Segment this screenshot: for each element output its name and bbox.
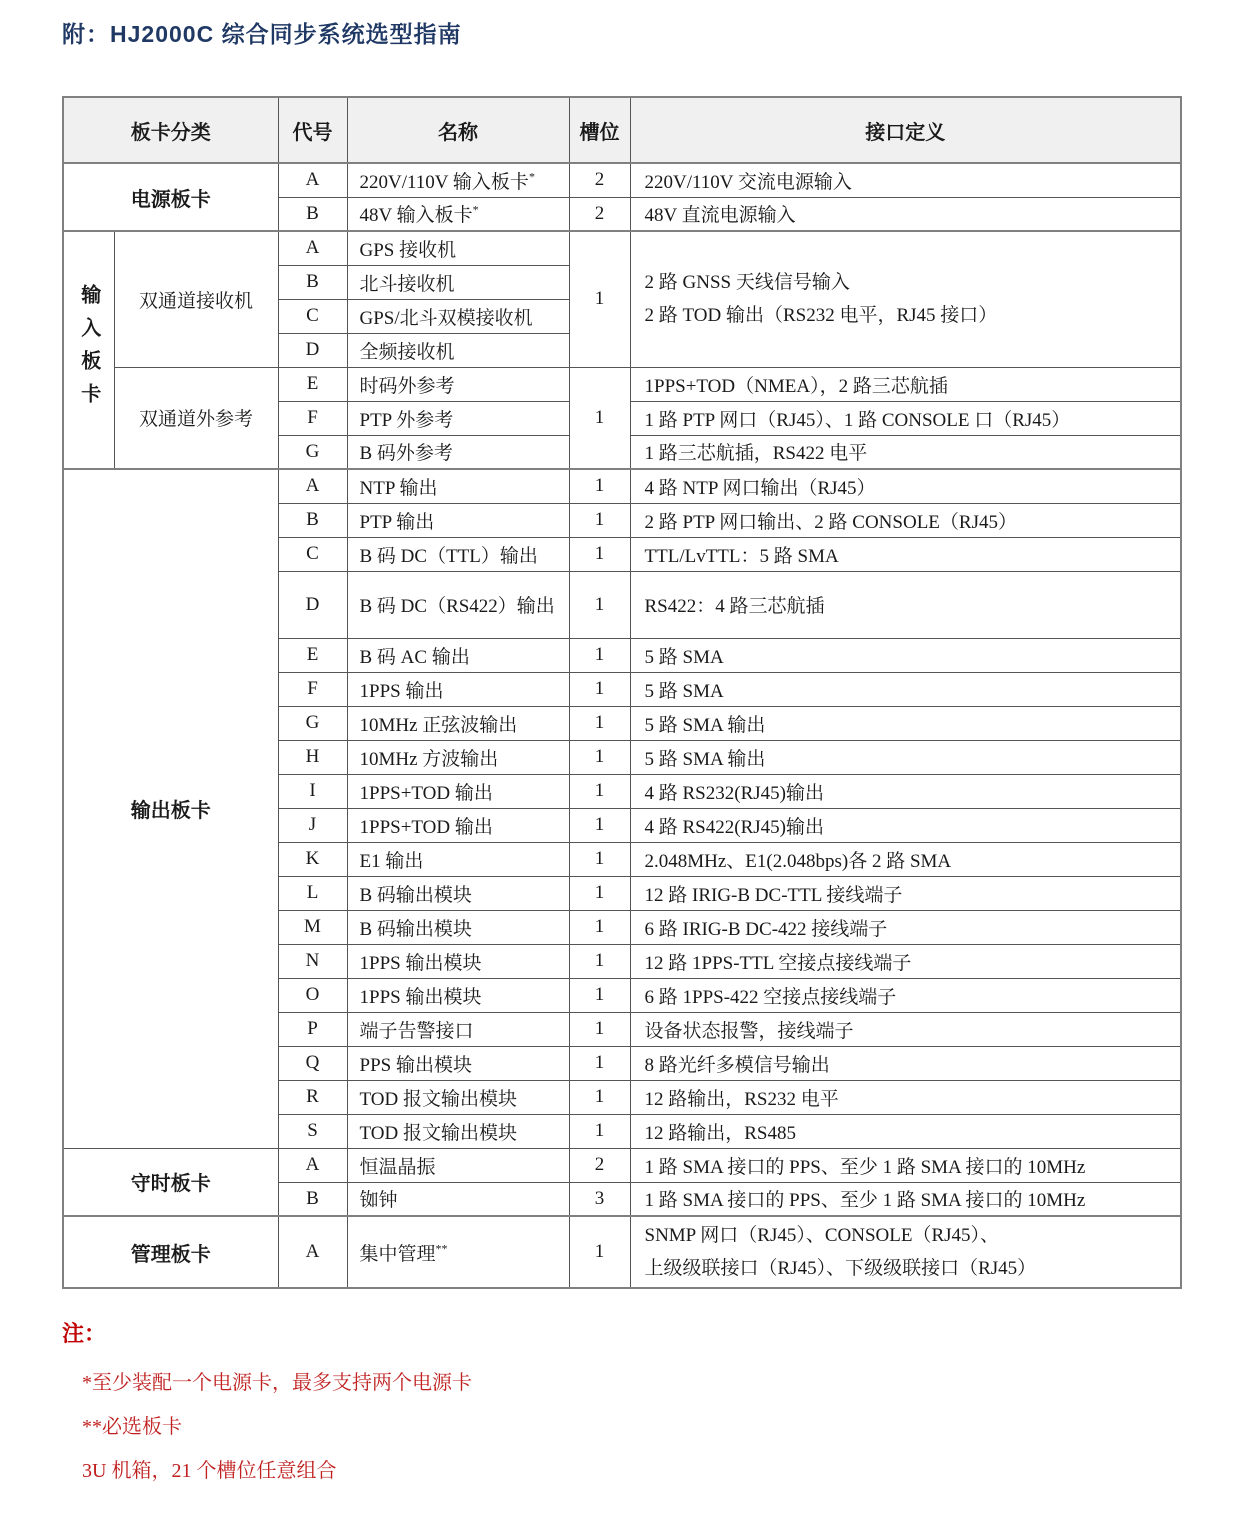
interface-cell: 12 路输出，RS485 [630, 1114, 1181, 1148]
code-cell: R [278, 1080, 347, 1114]
footnote-marker: ** [435, 1241, 448, 1256]
code-cell: A [278, 1148, 347, 1182]
name-cell: 1PPS 输出模块 [347, 944, 569, 978]
slot-cell: 1 [569, 944, 630, 978]
note-item: 3U 机箱，21 个槽位任意组合 [82, 1460, 337, 1482]
code-cell: A [278, 163, 347, 197]
code-cell: E [278, 367, 347, 401]
name-cell: 铷钟 [347, 1182, 569, 1216]
interface-cell: 4 路 RS232(RJ45)输出 [630, 774, 1181, 808]
section-label-input: 输入板卡 [63, 231, 114, 469]
interface-cell: 1 路 SMA 接口的 PPS、至少 1 路 SMA 接口的 10MHz [630, 1182, 1181, 1216]
col-header-interface: 接口定义 [630, 97, 1181, 163]
sub-label-external-ref: 双通道外参考 [114, 367, 278, 469]
interface-cell: 5 路 SMA 输出 [630, 706, 1181, 740]
name-cell: B 码 DC（TTL）输出 [347, 537, 569, 571]
code-cell: B [278, 503, 347, 537]
code-cell: C [278, 537, 347, 571]
section-label-power: 电源板卡 [63, 163, 278, 231]
note-item: *至少装配一个电源卡，最多支持两个电源卡 [82, 1372, 472, 1394]
name-cell: 1PPS 输出 [347, 672, 569, 706]
table-header-row [63, 97, 1181, 163]
interface-cell: 1 路三芯航插，RS422 电平 [630, 435, 1181, 469]
code-cell: G [278, 706, 347, 740]
slot-cell: 1 [569, 1046, 630, 1080]
code-cell: S [278, 1114, 347, 1148]
slot-cell: 1 [569, 638, 630, 672]
slot-cell: 1 [569, 571, 630, 638]
interface-cell: 2.048MHz、E1(2.048bps)各 2 路 SMA [630, 842, 1181, 876]
code-cell: A [278, 1216, 347, 1288]
code-cell: K [278, 842, 347, 876]
slot-cell: 1 [569, 808, 630, 842]
table-row [63, 1148, 1181, 1182]
footnote-marker: * [528, 169, 535, 184]
slot-cell: 1 [569, 537, 630, 571]
slot-cell: 1 [569, 842, 630, 876]
code-cell: H [278, 740, 347, 774]
interface-cell: 12 路输出，RS232 电平 [630, 1080, 1181, 1114]
table-row [63, 1216, 1181, 1288]
code-cell: D [278, 333, 347, 367]
name-cell: 1PPS 输出模块 [347, 978, 569, 1012]
code-cell: A [278, 231, 347, 265]
interface-cell: 48V 直流电源输入 [630, 197, 1181, 231]
name-cell: 全频接收机 [347, 333, 569, 367]
interface-cell: SNMP 网口（RJ45）、CONSOLE（RJ45）、 上级级联接口（RJ45）、下级级联接口（RJ45） [630, 1216, 1181, 1288]
table-row [63, 367, 1181, 401]
interface-cell: RS422：4 路三芯航插 [630, 571, 1181, 638]
name-cell: 时码外参考 [347, 367, 569, 401]
name-cell: 10MHz 正弦波输出 [347, 706, 569, 740]
notes-heading: 注： [62, 1321, 107, 1346]
code-cell: B [278, 265, 347, 299]
name-cell: PTP 外参考 [347, 401, 569, 435]
code-cell: L [278, 876, 347, 910]
name-cell: GPS 接收机 [347, 231, 569, 265]
sub-label-receiver: 双通道接收机 [114, 231, 278, 367]
interface-cell: 1 路 PTP 网口（RJ45）、1 路 CONSOLE 口（RJ45） [630, 401, 1181, 435]
name-cell: 恒温晶振 [347, 1148, 569, 1182]
name-cell: 10MHz 方波输出 [347, 740, 569, 774]
slot-cell: 1 [569, 706, 630, 740]
slot-cell: 1 [569, 876, 630, 910]
name-cell: 1PPS+TOD 输出 [347, 774, 569, 808]
name-cell: B 码外参考 [347, 435, 569, 469]
name-cell: 220V/110V 输入板卡* [347, 163, 569, 197]
slot-cell: 1 [569, 740, 630, 774]
code-cell: I [278, 774, 347, 808]
section-label-timekeeping: 守时板卡 [63, 1148, 278, 1216]
slot-cell: 1 [569, 672, 630, 706]
slot-cell: 1 [569, 367, 630, 469]
name-cell: B 码输出模块 [347, 910, 569, 944]
interface-cell: 4 路 RS422(RJ45)输出 [630, 808, 1181, 842]
slot-cell: 1 [569, 1114, 630, 1148]
notes-section [62, 1317, 1182, 1486]
code-cell: O [278, 978, 347, 1012]
name-cell: 48V 输入板卡* [347, 197, 569, 231]
col-header-slot: 槽位 [569, 97, 630, 163]
code-cell: J [278, 808, 347, 842]
col-header-category: 板卡分类 [63, 97, 278, 163]
name-cell: B 码输出模块 [347, 876, 569, 910]
code-cell: F [278, 672, 347, 706]
interface-cell: 12 路 IRIG-B DC-TTL 接线端子 [630, 876, 1181, 910]
interface-cell: 5 路 SMA [630, 638, 1181, 672]
code-cell: C [278, 299, 347, 333]
name-cell: PPS 输出模块 [347, 1046, 569, 1080]
interface-cell: 220V/110V 交流电源输入 [630, 163, 1181, 197]
interface-cell: 8 路光纤多模信号输出 [630, 1046, 1181, 1080]
interface-cell: 1PPS+TOD（NMEA），2 路三芯航插 [630, 367, 1181, 401]
col-header-name: 名称 [347, 97, 569, 163]
interface-cell: 6 路 IRIG-B DC-422 接线端子 [630, 910, 1181, 944]
name-cell: 北斗接收机 [347, 265, 569, 299]
table-row [63, 469, 1181, 503]
interface-cell: 1 路 SMA 接口的 PPS、至少 1 路 SMA 接口的 10MHz [630, 1148, 1181, 1182]
slot-cell: 2 [569, 1148, 630, 1182]
selection-guide-table [62, 96, 1182, 1289]
name-cell: B 码 AC 输出 [347, 638, 569, 672]
interface-cell: 5 路 SMA [630, 672, 1181, 706]
code-cell: E [278, 638, 347, 672]
slot-cell: 1 [569, 1012, 630, 1046]
slot-cell: 2 [569, 197, 630, 231]
code-cell: P [278, 1012, 347, 1046]
table-row [63, 231, 1181, 265]
code-cell: N [278, 944, 347, 978]
name-cell: NTP 输出 [347, 469, 569, 503]
slot-cell: 1 [569, 978, 630, 1012]
slot-cell: 1 [569, 1080, 630, 1114]
slot-cell: 1 [569, 774, 630, 808]
name-cell: B 码 DC（RS422）输出 [347, 571, 569, 638]
col-header-code: 代号 [278, 97, 347, 163]
footnote-marker: * [472, 202, 479, 217]
interface-cell: 12 路 1PPS-TTL 空接点接线端子 [630, 944, 1181, 978]
name-cell: TOD 报文输出模块 [347, 1080, 569, 1114]
slot-cell: 1 [569, 231, 630, 367]
name-cell: PTP 输出 [347, 503, 569, 537]
slot-cell: 1 [569, 503, 630, 537]
code-cell: M [278, 910, 347, 944]
interface-cell: 2 路 PTP 网口输出、2 路 CONSOLE（RJ45） [630, 503, 1181, 537]
name-cell: E1 输出 [347, 842, 569, 876]
interface-cell: TTL/LvTTL：5 路 SMA [630, 537, 1181, 571]
note-item: **必选板卡 [82, 1416, 182, 1438]
code-cell: D [278, 571, 347, 638]
name-cell: TOD 报文输出模块 [347, 1114, 569, 1148]
interface-cell: 5 路 SMA 输出 [630, 740, 1181, 774]
code-cell: G [278, 435, 347, 469]
code-cell: B [278, 1182, 347, 1216]
code-cell: F [278, 401, 347, 435]
interface-cell: 4 路 NTP 网口输出（RJ45） [630, 469, 1181, 503]
code-cell: A [278, 469, 347, 503]
interface-cell: 2 路 GNSS 天线信号输入 2 路 TOD 输出（RS232 电平，RJ45 接口） [630, 231, 1181, 367]
name-cell: GPS/北斗双模接收机 [347, 299, 569, 333]
interface-cell: 6 路 1PPS-422 空接点接线端子 [630, 978, 1181, 1012]
section-label-management: 管理板卡 [63, 1216, 278, 1288]
slot-cell: 3 [569, 1182, 630, 1216]
code-cell: B [278, 197, 347, 231]
section-label-output: 输出板卡 [63, 469, 278, 1148]
page-title: 附：HJ2000C 综合同步系统选型指南 [62, 21, 462, 47]
slot-cell: 2 [569, 163, 630, 197]
name-cell: 集中管理** [347, 1216, 569, 1288]
code-cell: Q [278, 1046, 347, 1080]
slot-cell: 1 [569, 469, 630, 503]
name-cell: 1PPS+TOD 输出 [347, 808, 569, 842]
name-cell: 端子告警接口 [347, 1012, 569, 1046]
slot-cell: 1 [569, 910, 630, 944]
table-row [63, 163, 1181, 197]
interface-cell: 设备状态报警，接线端子 [630, 1012, 1181, 1046]
slot-cell: 1 [569, 1216, 630, 1288]
